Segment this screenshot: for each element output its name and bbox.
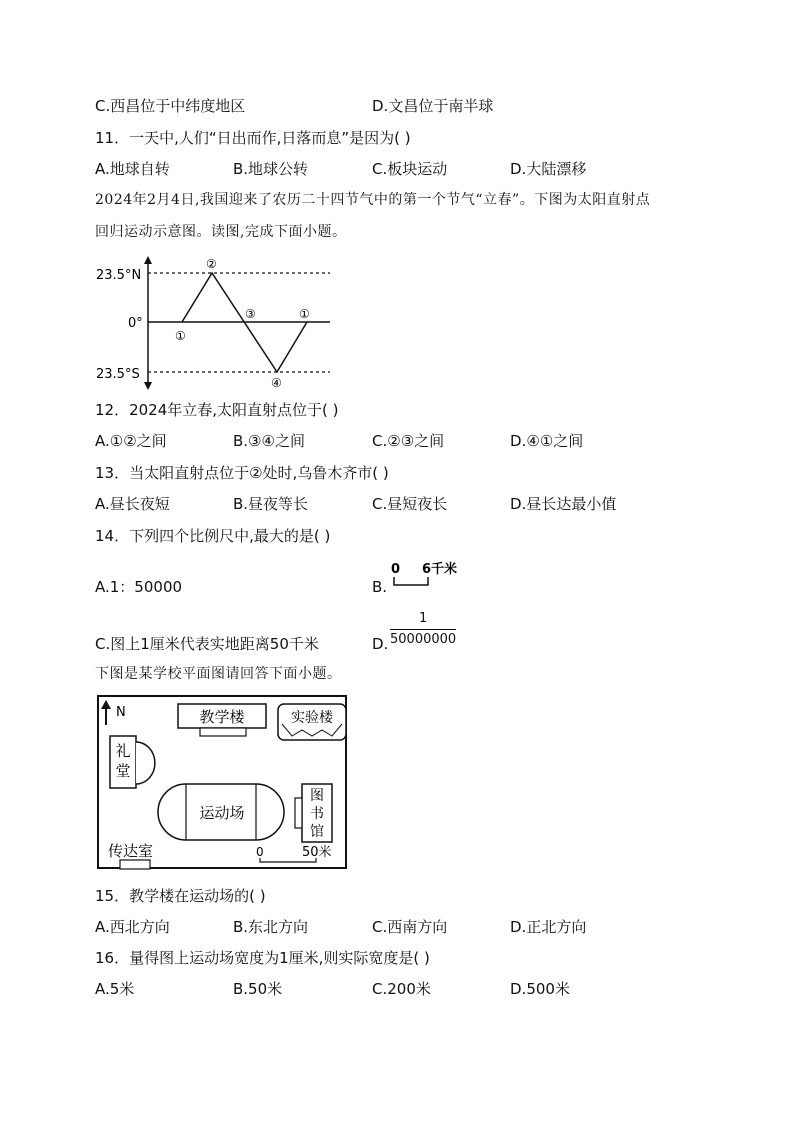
gatehouse (120, 860, 150, 869)
q14-scale-end-label: 6千米 (422, 562, 458, 577)
gatehouse-label: 传达室 (108, 842, 154, 860)
sun-direct-point-diagram (90, 252, 340, 392)
auditorium-label-2: 堂 (115, 762, 131, 780)
library-label-3: 馆 (310, 824, 324, 840)
q16-option-d[interactable]: D.500米 (510, 980, 570, 998)
teaching-building-annex (200, 728, 246, 736)
q10-option-c[interactable]: C.西昌位于中纬度地区 (95, 97, 246, 115)
q16-stem: 16．量得图上运动场宽度为1厘米,则实际宽度是( ) (95, 949, 430, 967)
q15-option-a[interactable]: A.西北方向 (95, 918, 170, 936)
q11-option-d[interactable]: D.大陆漂移 (510, 160, 587, 178)
q15-option-d[interactable]: D.正北方向 (510, 918, 587, 936)
q11-option-b[interactable]: B.地球公转 (233, 160, 309, 178)
playground-label: 运动场 (199, 804, 245, 822)
lat-south-label: 23.5°S (96, 367, 140, 382)
q14-option-b-scale-bar (388, 560, 468, 588)
q13-option-c[interactable]: C.昼短夜长 (372, 495, 448, 513)
q15-option-b[interactable]: B.东北方向 (233, 918, 309, 936)
lab-building-label: 实验楼 (291, 710, 333, 726)
point-4-label: ④ (271, 376, 282, 390)
q12-option-a[interactable]: A.①②之间 (95, 432, 167, 450)
fraction-denominator: 50000000 (390, 632, 457, 647)
point-3-label: ③ (245, 307, 256, 321)
q12-option-c[interactable]: C.②③之间 (372, 432, 445, 450)
map-scale-zero-label: 0 (256, 845, 264, 859)
point-2-label: ② (206, 257, 217, 271)
q11-option-a[interactable]: A.地球自转 (95, 160, 170, 178)
map-scale-end-label: 50米 (302, 845, 332, 860)
intro-sun-line2: 回归运动示意图。读图,完成下面小题。 (95, 224, 347, 240)
q13-option-d[interactable]: D.昼长达最小值 (510, 495, 617, 513)
q16-option-b[interactable]: B.50米 (233, 980, 283, 998)
library-label-1: 图 (310, 788, 324, 804)
q14-stem: 14．下列四个比例尺中,最大的是( ) (95, 527, 331, 545)
q11-option-c[interactable]: C.板块运动 (372, 160, 448, 178)
lat-zero-label: 0° (128, 316, 143, 331)
q13-option-a[interactable]: A.昼长夜短 (95, 495, 170, 513)
library-label-2: 书 (310, 806, 324, 822)
q11-stem: 11．一天中,人们“日出而作,日落而息”是因为( ) (95, 129, 411, 147)
q14-option-d-fraction (390, 611, 456, 648)
library-entrance (295, 798, 302, 828)
intro-sun-line1: 2024年2月4日,我国迎来了农历二十四节气中的第一个节气“立春”。下图为太阳直射点 (95, 192, 651, 208)
q13-stem: 13．当太阳直射点位于②处时,乌鲁木齐市( ) (95, 464, 389, 482)
fraction-numerator: 1 (390, 611, 456, 630)
q15-stem: 15．教学楼在运动场的( ) (95, 887, 266, 905)
axis-arrow-down-icon (144, 382, 152, 390)
q15-option-c[interactable]: C.西南方向 (372, 918, 448, 936)
q13-option-b[interactable]: B.昼夜等长 (233, 495, 309, 513)
q14-option-a[interactable]: A.1：50000 (95, 578, 183, 596)
auditorium-label-1: 礼 (115, 742, 131, 760)
point-1-label: ① (175, 329, 186, 343)
intro-school: 下图是某学校平面图请回答下面小题。 (95, 666, 342, 682)
lat-north-label: 23.5°N (96, 268, 142, 283)
q16-option-c[interactable]: C.200米 (372, 980, 431, 998)
axis-arrow-up-icon (144, 256, 152, 264)
q10-option-d[interactable]: D.文昌位于南半球 (372, 97, 494, 115)
q12-option-d[interactable]: D.④①之间 (510, 432, 584, 450)
q14-option-b[interactable]: B. (372, 578, 388, 596)
teaching-building-label: 教学楼 (199, 708, 245, 726)
north-label: N (116, 705, 126, 720)
point-1b-label: ① (299, 307, 310, 321)
school-plan-map (96, 694, 350, 874)
q16-option-a[interactable]: A.5米 (95, 980, 135, 998)
q14-option-d[interactable]: D. (372, 635, 389, 653)
q14-scale-zero-label: 0 (391, 562, 401, 577)
q12-option-b[interactable]: B.③④之间 (233, 432, 305, 450)
q14-scale-line (394, 577, 428, 585)
q14-option-c[interactable]: C.图上1厘米代表实地距离50千米 (95, 635, 319, 653)
q12-stem: 12．2024年立春,太阳直射点位于( ) (95, 401, 339, 419)
